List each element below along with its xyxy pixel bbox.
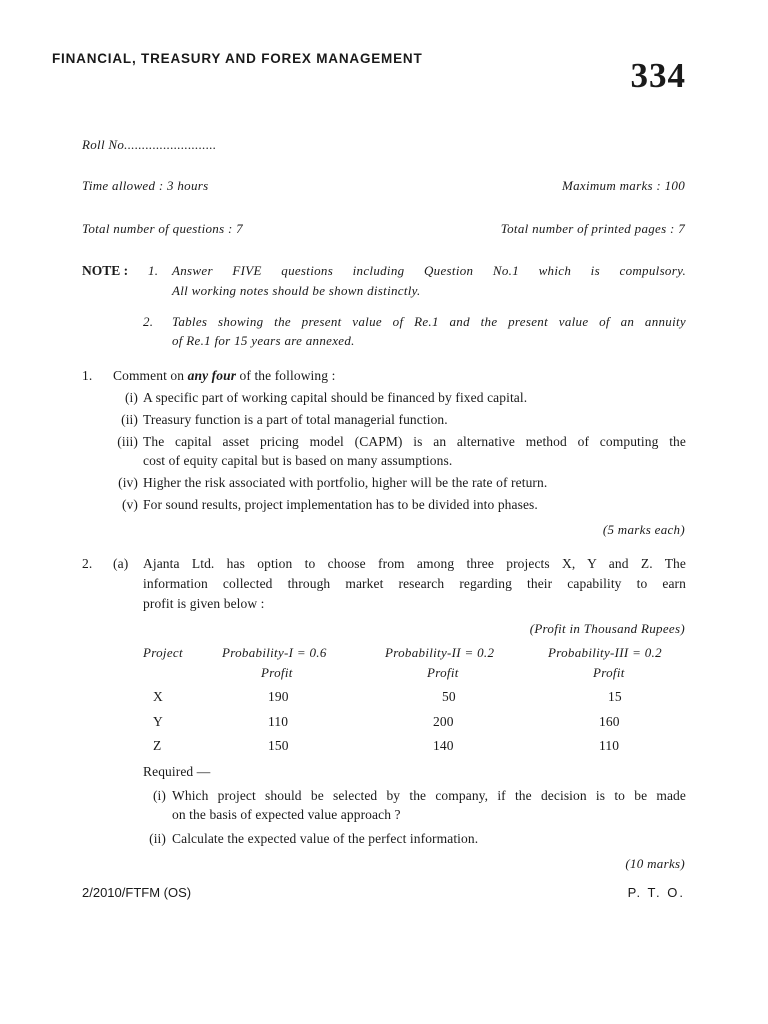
table-cell: 200 [433,714,454,729]
printed-pages: Total number of printed pages : 7 [500,221,685,236]
table-cell: 140 [433,738,454,753]
q1-item-num: (ii) [121,412,138,427]
q1-item-num: (iv) [118,475,138,490]
paper-title: FINANCIAL, TREASURY AND FOREX MANAGEMENT [52,51,423,66]
q2-text-line: information collected through market research regarding their capability to earn [143,576,686,591]
q2-number: 2. [82,556,93,571]
required-label: Required — [143,764,211,779]
q1-item-num: (iii) [117,434,138,449]
table-header-prob-2: Probability-II = 0.2 [385,645,495,660]
table-cell: 110 [268,714,289,729]
table-cell: 150 [268,738,289,753]
q1-item-text: The capital asset pricing model (CAPM) is an alternative method of computing the [143,434,686,449]
footer-code: 2/2010/FTFM (OS) [82,885,192,900]
table-cell: 160 [599,714,620,729]
table-cell: 110 [599,738,620,753]
q1-item-text: Treasury function is a part of total managerial function. [143,412,448,427]
table-cell: 190 [268,689,289,704]
note-1-line1: Answer FIVE questions including Question No.1 which is compulsory. [172,263,686,278]
note-2-line2: of Re.1 for 15 years are annexed. [172,333,355,348]
table-cell-project: Y [153,714,163,729]
q2-text-line: Ajanta Ltd. has option to choose from among three projects X, Y and Z. The [143,556,686,571]
roll-no: Roll No.......................... [82,137,217,152]
footer-pto: P. T. O. [627,885,685,900]
q2-part: (a) [113,556,129,571]
table-caption: (Profit in Thousand Rupees) [529,621,685,636]
paper-code: 334 [630,56,686,95]
q1-item-text: A specific part of working capital should be financed by fixed capital. [143,390,528,405]
q1-item-num: (v) [121,497,138,512]
q1-intro-pre: Comment on [113,368,188,383]
note-1-line2: All working notes should be shown distinctly. [172,283,421,298]
total-questions: Total number of questions : 7 [82,221,243,236]
table-subheader-profit: Profit [427,665,459,680]
table-cell: 15 [608,689,622,704]
time-allowed: Time allowed : 3 hours [82,178,209,193]
table-subheader-profit: Profit [261,665,293,680]
q1-intro-emphasis: any four [187,368,237,383]
table-cell-project: X [153,689,163,704]
table-header-prob-3: Probability-III = 0.2 [548,645,662,660]
q2-sub-num: (i) [152,788,166,803]
q1-item-text: For sound results, project implementation has to be divided into phases. [143,497,538,512]
q2-sub-num: (ii) [149,831,166,846]
q1-item-num: (i) [124,390,138,405]
q2-sub-text: Calculate the expected value of the perfect information. [172,831,479,846]
note-2-line1: Tables showing the present value of Re.1 and the present value of an annuity [172,314,686,329]
table-header-project: Project [143,645,183,660]
table-cell: 50 [442,689,456,704]
q1-intro-post: of the following : [236,368,336,383]
q1-intro [113,368,335,384]
q2-marks: (10 marks) [625,856,685,871]
q2-sub-text: Which project should be selected by the company, if the decision is to be made [172,788,686,803]
q1-item-text: Higher the risk associated with portfolio, higher will be the rate of return. [143,475,548,490]
table-subheader-profit: Profit [593,665,625,680]
note-num-1: 1. [148,263,159,278]
note-num-2: 2. [143,314,154,329]
q1-number: 1. [82,368,93,383]
q2-text-line: profit is given below : [143,596,265,611]
q1-item-text-cont: cost of equity capital but is based on many assumptions. [143,453,453,468]
table-header-prob-1: Probability-I = 0.6 [222,645,327,660]
table-cell-project: Z [153,738,162,753]
q1-marks: (5 marks each) [602,522,685,537]
max-marks: Maximum marks : 100 [561,178,685,193]
note-label: NOTE : [82,263,129,278]
q2-sub-text-cont: on the basis of expected value approach ? [172,807,401,822]
